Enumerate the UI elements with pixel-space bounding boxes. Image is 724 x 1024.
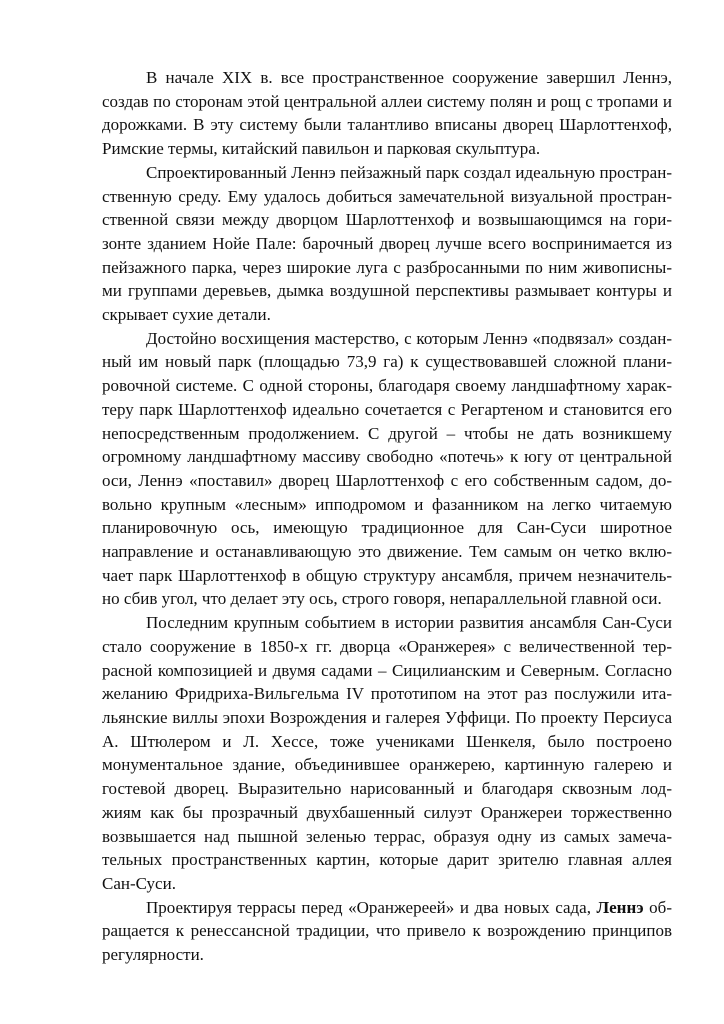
paragraph-mastery: Достойно восхищения мастерство, с которым Леннэ «подвязал» созданный им новый парк (площадью 73,9 га) к существовавшей сложной планировочной системе. С одной стороны, благодаря своему ландшафтному характеру парк Шарлоттенхоф идеально сочетается с Регартеном и становится его непосредственным продолжением. С другой – чтобы не дать возникшему огромному ландшафтному массиву свободно «потечь» к югу от центральной оси, Леннэ «поставил» дворец Шарлоттенхоф с его собственным садом, довольно крупным «лесным» ипподромом и фазанником на легко читаемую планировочную ось, имеющую традиционное для Сан-Суси широтное направление и останавливающую это движение. Тем самым он четко включает парк Шарлоттенхоф в общую структуру ансамбля, причем незначительно сбив угол, что делает эту ось, строго говоря, непараллельной главной оси. [102, 328, 672, 609]
paragraph-orangery: Последним крупным событием в истории развития ансамбля Сан-Суси стало сооружение в 1850-х гг. дворца «Оранжерея» с величественной террасной композицией и двумя садами – Сицилианским и Северным. Согласно желанию Фридриха-Вильгельма IV прототипом на этот раз послужили итальянские виллы эпохи Возрождения и галерея Уффици. По проекту Персиуса А. Штюлером и Л. Хессе, тоже учениками Шенкеля, было построено монументальное здание, объединившее оранжерею, картинную галерею и гостевой дворец. Выразительно нарисованный и благодаря сквозным лоджиям как бы прозрачный двухбашенный силуэт Оранжереи торжественно возвышается над пышной зеленью террас, образуя одну из самых замечательных пространственных картин, которые дарит зрителю главная аллея Сан-Суси. [102, 613, 672, 893]
document-page [102, 66, 672, 967]
paragraph-terraces-lead: Проектируя террасы перед «Оранжереей» и два новых сада, [146, 897, 597, 917]
paragraph-landscape-park: Спроектированный Леннэ пейзажный парк создал идеальную пространственную среду. Ему удалось добиться замечательной визуальной пространственной связи между дворцом Шарлоттенхоф и возвышающимся на горизонте зданием Нойе Пале: барочный дворец лучше всего воспринимается из пейзажного парка, через широкие луга с разбросанными по ним живописными группами деревьев, дымка воздушной перспективы размывает контуры и скрывает сухие детали. [102, 162, 672, 325]
paragraph-terraces-rest: обращается к ренессансной традиции, что привело к возрождению принципов регулярности. [102, 897, 672, 965]
emphasis-lenne: Леннэ [596, 897, 644, 917]
paragraph-terraces [102, 896, 672, 967]
paragraph-lenne-completion: В начале XIX в. все пространственное сооружение завершил Леннэ, создав по сторонам этой центральной аллеи систему полян и рощ с тропами и дорожками. В эту систему были талантливо вписаны дворец Шарлоттенхоф, Римские термы, китайский павильон и парковая скульптура. [102, 68, 672, 159]
